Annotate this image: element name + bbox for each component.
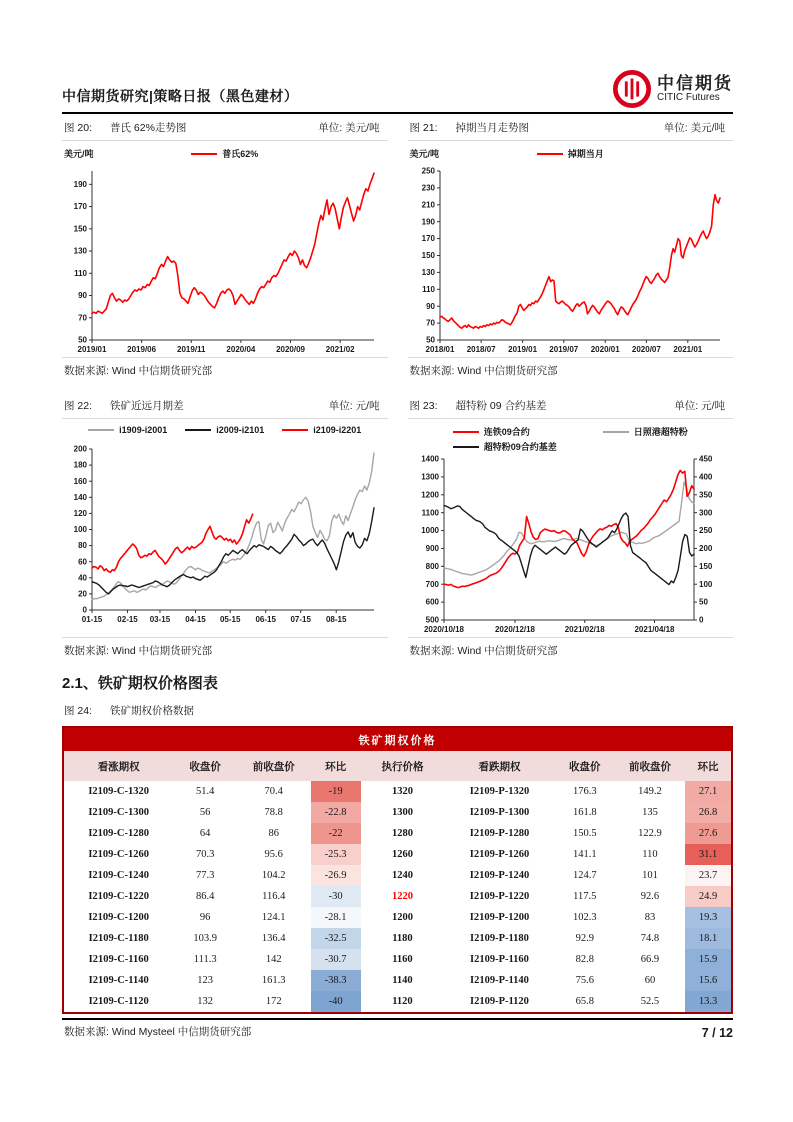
svg-text:2019/01: 2019/01 bbox=[507, 345, 537, 354]
figure-title: 普氏 62%走势图 bbox=[110, 122, 187, 134]
svg-text:100: 100 bbox=[73, 525, 87, 535]
put-contract-cell: I2109-P-1280 bbox=[469, 828, 530, 839]
figure-block-22 bbox=[62, 392, 388, 658]
table-row bbox=[63, 865, 732, 886]
svg-text:140: 140 bbox=[73, 492, 87, 502]
call-close-cell: 123 bbox=[197, 975, 214, 986]
figure-label: 图 22: bbox=[64, 400, 93, 412]
legend-line-swatch bbox=[537, 153, 563, 155]
table-column-header: 收盘价 bbox=[173, 751, 237, 781]
figure-title: 掉期当月走势图 bbox=[455, 122, 529, 134]
strike-price-cell: 1240 bbox=[391, 870, 413, 881]
table-column-header: 看涨期权 bbox=[63, 751, 173, 781]
call-prev-close-cell: 136.4 bbox=[261, 933, 286, 944]
call-close-cell: 77.3 bbox=[195, 870, 215, 881]
svg-text:600: 600 bbox=[425, 597, 439, 607]
call-close-cell: 51.4 bbox=[195, 786, 215, 797]
call-prev-close-cell: 95.6 bbox=[264, 849, 283, 860]
call-close-cell: 96 bbox=[199, 912, 211, 923]
svg-text:120: 120 bbox=[73, 509, 87, 518]
call-prev-close-cell: 172 bbox=[265, 996, 282, 1007]
table-row bbox=[63, 844, 732, 865]
strike-price-cell: 1280 bbox=[391, 828, 413, 839]
call-close-cell: 64 bbox=[199, 828, 211, 839]
svg-text:2018/07: 2018/07 bbox=[466, 345, 496, 354]
data-source: 数据来源: Wind 中信期货研究部 bbox=[62, 637, 388, 658]
legend-line-swatch bbox=[453, 446, 479, 448]
strike-price-cell: 1320 bbox=[391, 786, 413, 797]
legend-line-swatch bbox=[88, 429, 114, 431]
svg-text:70: 70 bbox=[425, 318, 435, 328]
svg-text:180: 180 bbox=[73, 460, 87, 470]
call-change-cell: -32.5 bbox=[311, 928, 361, 949]
put-change-cell: 15.9 bbox=[685, 949, 732, 970]
table-column-header: 执行价格 bbox=[361, 751, 445, 781]
svg-text:1300: 1300 bbox=[420, 472, 439, 482]
svg-text:50: 50 bbox=[78, 335, 87, 345]
put-close-cell: 65.8 bbox=[575, 996, 594, 1007]
citic-logo bbox=[613, 70, 733, 108]
call-contract-cell: I2109-C-1300 bbox=[88, 807, 150, 818]
put-prev-close-cell: 122.9 bbox=[638, 828, 662, 839]
svg-text:500: 500 bbox=[425, 615, 439, 625]
put-contract-cell: I2109-P-1220 bbox=[469, 891, 530, 902]
put-prev-close-cell: 60 bbox=[644, 975, 656, 986]
svg-text:1200: 1200 bbox=[420, 490, 439, 500]
put-change-cell: 19.3 bbox=[685, 907, 732, 928]
table-row bbox=[63, 970, 732, 991]
put-prev-close-cell: 135 bbox=[642, 807, 658, 818]
legend-item bbox=[88, 425, 167, 435]
legend-label: 普氏62% bbox=[222, 149, 259, 159]
strike-price-cell: 1180 bbox=[392, 933, 413, 944]
options-price-table bbox=[62, 726, 733, 1014]
figure-title: 铁矿期权价格数据 bbox=[110, 705, 194, 717]
legend-label: 日照港超特粉 bbox=[633, 427, 688, 437]
legend-label: 超特粉09合约基差 bbox=[483, 442, 557, 452]
svg-text:70: 70 bbox=[78, 313, 87, 323]
svg-text:20: 20 bbox=[78, 589, 87, 599]
table-data-source: 数据来源: Wind Mysteel 中信期货研究部 bbox=[64, 1026, 252, 1038]
call-prev-close-cell: 86 bbox=[268, 828, 279, 839]
svg-text:07-15: 07-15 bbox=[290, 615, 311, 624]
table-column-header: 收盘价 bbox=[555, 751, 615, 781]
call-close-cell: 111.3 bbox=[193, 954, 217, 965]
strike-price-cell: 1300 bbox=[391, 807, 413, 818]
svg-text:1100: 1100 bbox=[421, 508, 439, 518]
svg-text:450: 450 bbox=[698, 454, 712, 464]
table-row bbox=[63, 802, 732, 823]
svg-text:160: 160 bbox=[73, 476, 87, 486]
figure-title: 铁矿近远月期差 bbox=[110, 400, 184, 412]
table-column-header: 看跌期权 bbox=[444, 751, 554, 781]
call-contract-cell: I2109-C-1320 bbox=[88, 786, 150, 797]
put-prev-close-cell: 149.2 bbox=[638, 786, 662, 797]
chart-svg bbox=[62, 443, 384, 627]
svg-text:350: 350 bbox=[698, 490, 712, 500]
call-close-cell: 132 bbox=[197, 996, 214, 1007]
table-column-header: 前收盘价 bbox=[237, 751, 311, 781]
call-contract-cell: I2109-C-1240 bbox=[88, 870, 150, 881]
figure-label: 图 21: bbox=[409, 122, 438, 134]
figure-block-23 bbox=[408, 392, 734, 658]
figure-block-20 bbox=[62, 114, 388, 378]
svg-text:300: 300 bbox=[698, 508, 712, 518]
figure-caption bbox=[62, 392, 388, 419]
put-change-cell: 31.1 bbox=[685, 844, 732, 865]
svg-text:80: 80 bbox=[78, 541, 87, 551]
put-close-cell: 176.3 bbox=[572, 786, 597, 797]
svg-text:2019/07: 2019/07 bbox=[548, 345, 578, 354]
svg-text:2021/02: 2021/02 bbox=[325, 345, 355, 354]
svg-text:08-15: 08-15 bbox=[325, 615, 347, 624]
svg-text:110: 110 bbox=[421, 284, 435, 294]
put-contract-cell: I2109-P-1320 bbox=[469, 786, 530, 797]
legend-line-swatch bbox=[282, 429, 308, 431]
citic-logo-icon bbox=[613, 70, 651, 108]
table-row bbox=[63, 991, 732, 1013]
svg-text:50: 50 bbox=[425, 335, 435, 345]
call-prev-close-cell: 124.1 bbox=[261, 912, 286, 923]
logo-text-cn: 中信期货 bbox=[657, 73, 733, 93]
call-change-cell: -38.3 bbox=[311, 970, 361, 991]
legend-label: 连铁09合约 bbox=[483, 427, 530, 437]
call-prev-close-cell: 104.2 bbox=[261, 870, 286, 881]
legend-item bbox=[185, 425, 264, 435]
call-close-cell: 103.9 bbox=[193, 933, 217, 944]
call-change-cell: -22.8 bbox=[311, 802, 361, 823]
put-close-cell: 82.8 bbox=[575, 954, 594, 965]
chart-legend bbox=[453, 425, 688, 453]
svg-text:150: 150 bbox=[421, 251, 435, 261]
call-change-cell: -26.9 bbox=[311, 865, 361, 886]
svg-text:90: 90 bbox=[78, 291, 87, 301]
svg-text:50: 50 bbox=[698, 597, 708, 607]
figure-unit: 单位: 元/吨 bbox=[674, 400, 725, 412]
call-contract-cell: I2109-C-1180 bbox=[88, 933, 149, 944]
svg-text:01-15: 01-15 bbox=[81, 615, 103, 624]
legend-item bbox=[453, 425, 530, 438]
table-banner: 铁矿期权价格 bbox=[63, 727, 732, 751]
svg-text:2020/10/18: 2020/10/18 bbox=[423, 625, 464, 634]
svg-text:400: 400 bbox=[698, 472, 712, 482]
svg-text:2019/11: 2019/11 bbox=[177, 345, 206, 354]
call-contract-cell: I2109-C-1200 bbox=[88, 912, 150, 923]
svg-text:60: 60 bbox=[78, 557, 87, 567]
svg-text:0: 0 bbox=[698, 615, 703, 625]
put-change-cell: 23.7 bbox=[685, 865, 732, 886]
call-prev-close-cell: 142 bbox=[265, 954, 282, 965]
table-row bbox=[63, 907, 732, 928]
legend-label: i1909-i2001 bbox=[119, 425, 168, 435]
svg-text:190: 190 bbox=[421, 217, 435, 227]
call-contract-cell: I2109-C-1220 bbox=[88, 891, 150, 902]
svg-text:03-15: 03-15 bbox=[149, 615, 171, 624]
table-column-header: 环比 bbox=[311, 751, 361, 781]
put-close-cell: 117.5 bbox=[573, 891, 597, 902]
svg-text:2020/09: 2020/09 bbox=[276, 345, 305, 354]
figure-label: 图 20: bbox=[64, 122, 93, 134]
call-prev-close-cell: 116.4 bbox=[262, 891, 286, 902]
put-close-cell: 92.9 bbox=[575, 933, 594, 944]
legend-label: i2109-i2201 bbox=[313, 425, 362, 435]
call-contract-cell: I2109-C-1280 bbox=[88, 828, 150, 839]
table-column-header: 前收盘价 bbox=[615, 751, 685, 781]
legend-line-swatch bbox=[453, 431, 479, 433]
call-prev-close-cell: 70.4 bbox=[264, 786, 283, 797]
table-banner-row bbox=[63, 727, 732, 751]
call-change-cell: -19 bbox=[311, 781, 361, 802]
chart-header bbox=[62, 425, 388, 443]
table-row bbox=[63, 781, 732, 802]
footer-rule bbox=[62, 1018, 733, 1020]
call-change-cell: -25.3 bbox=[311, 844, 361, 865]
chart-svg bbox=[408, 453, 730, 637]
call-change-cell: -30.7 bbox=[311, 949, 361, 970]
data-source: 数据来源: Wind 中信期货研究部 bbox=[408, 637, 734, 658]
svg-text:250: 250 bbox=[421, 166, 435, 176]
svg-text:2021/04/18: 2021/04/18 bbox=[633, 625, 675, 634]
report-title: 中信期货研究|策略日报（黑色建材） bbox=[62, 88, 299, 104]
legend-item bbox=[603, 425, 688, 438]
put-change-cell: 24.9 bbox=[685, 886, 732, 907]
call-contract-cell: I2109-C-1160 bbox=[88, 954, 149, 965]
figure-block-21 bbox=[408, 114, 734, 378]
put-change-cell: 27.6 bbox=[685, 823, 732, 844]
figure-grid bbox=[62, 114, 733, 658]
put-close-cell: 150.5 bbox=[572, 828, 597, 839]
svg-text:2018/01: 2018/01 bbox=[425, 345, 454, 354]
strike-price-cell: 1120 bbox=[392, 996, 413, 1007]
svg-text:150: 150 bbox=[73, 224, 87, 234]
svg-text:1400: 1400 bbox=[420, 454, 439, 464]
legend-line-swatch bbox=[603, 431, 629, 433]
put-prev-close-cell: 74.8 bbox=[640, 933, 660, 944]
svg-text:2020/04: 2020/04 bbox=[226, 345, 256, 354]
legend-item bbox=[282, 425, 361, 435]
svg-text:40: 40 bbox=[78, 573, 87, 583]
put-close-cell: 141.1 bbox=[572, 849, 597, 860]
strike-price-cell: 1220 bbox=[391, 891, 413, 902]
chart-header bbox=[408, 147, 734, 165]
put-change-cell: 18.1 bbox=[685, 928, 732, 949]
data-source: 数据来源: Wind 中信期货研究部 bbox=[408, 357, 734, 378]
figure-unit: 单位: 元/吨 bbox=[328, 400, 380, 412]
legend-item bbox=[537, 147, 604, 160]
strike-price-cell: 1140 bbox=[392, 975, 413, 986]
svg-text:190: 190 bbox=[73, 179, 87, 189]
put-prev-close-cell: 66.9 bbox=[640, 954, 660, 965]
svg-text:0: 0 bbox=[82, 605, 87, 615]
svg-text:900: 900 bbox=[425, 544, 439, 554]
svg-text:130: 130 bbox=[421, 268, 435, 277]
svg-text:170: 170 bbox=[73, 202, 87, 212]
svg-text:2021/02/18: 2021/02/18 bbox=[564, 625, 605, 634]
table-row bbox=[63, 949, 732, 970]
chart-svg bbox=[408, 165, 730, 357]
figure-caption bbox=[408, 392, 734, 419]
chart-header bbox=[408, 425, 734, 453]
call-close-cell: 70.3 bbox=[195, 849, 215, 860]
svg-text:2020/12/18: 2020/12/18 bbox=[494, 625, 535, 634]
svg-text:06-15: 06-15 bbox=[255, 615, 276, 624]
table-row bbox=[63, 928, 732, 949]
svg-text:2020/07: 2020/07 bbox=[631, 345, 661, 354]
call-contract-cell: I2109-C-1260 bbox=[88, 849, 150, 860]
strike-price-cell: 1160 bbox=[392, 954, 413, 965]
put-change-cell: 26.8 bbox=[685, 802, 732, 823]
call-prev-close-cell: 78.8 bbox=[264, 807, 283, 818]
table-row bbox=[63, 886, 732, 907]
put-contract-cell: I2109-P-1180 bbox=[470, 933, 529, 944]
put-prev-close-cell: 92.6 bbox=[640, 891, 660, 902]
legend-label: 掉期当月 bbox=[567, 149, 604, 159]
put-prev-close-cell: 110 bbox=[642, 849, 658, 860]
strike-price-cell: 1200 bbox=[391, 912, 413, 923]
put-close-cell: 124.7 bbox=[572, 870, 597, 881]
put-contract-cell: I2109-P-1200 bbox=[469, 912, 530, 923]
call-contract-cell: I2109-C-1140 bbox=[88, 975, 149, 986]
svg-text:2021/01: 2021/01 bbox=[672, 345, 702, 354]
table-header-row bbox=[63, 751, 732, 781]
put-contract-cell: I2109-P-1240 bbox=[469, 870, 530, 881]
svg-text:05-15: 05-15 bbox=[219, 615, 241, 624]
chart-header bbox=[62, 147, 388, 165]
call-change-cell: -40 bbox=[311, 991, 361, 1013]
logo-text-en: CITIC Futures bbox=[657, 91, 720, 103]
svg-text:2020/01: 2020/01 bbox=[590, 345, 620, 354]
call-prev-close-cell: 161.3 bbox=[261, 975, 286, 986]
svg-text:2019/01: 2019/01 bbox=[77, 345, 107, 354]
chart-legend bbox=[408, 147, 734, 160]
legend-item bbox=[191, 147, 258, 160]
svg-text:800: 800 bbox=[425, 561, 439, 571]
call-change-cell: -28.1 bbox=[311, 907, 361, 928]
line-chart-calendar-spread bbox=[62, 443, 388, 627]
options-table-body bbox=[63, 781, 732, 1013]
data-source: 数据来源: Wind 中信期货研究部 bbox=[62, 357, 388, 378]
legend-item bbox=[453, 440, 557, 453]
citic-logo-text bbox=[657, 75, 733, 104]
svg-text:200: 200 bbox=[73, 444, 87, 454]
svg-text:200: 200 bbox=[698, 544, 712, 554]
legend-line-swatch bbox=[185, 429, 211, 431]
put-contract-cell: I2109-P-1140 bbox=[470, 975, 529, 986]
chart-svg bbox=[62, 165, 384, 357]
put-contract-cell: I2109-P-1120 bbox=[470, 996, 529, 1007]
svg-text:250: 250 bbox=[698, 526, 712, 536]
line-chart-platts62 bbox=[62, 165, 388, 357]
call-contract-cell: I2109-C-1120 bbox=[88, 996, 149, 1007]
page-header bbox=[62, 70, 733, 108]
svg-text:170: 170 bbox=[421, 234, 435, 244]
y-axis-label: 美元/吨 bbox=[409, 149, 440, 159]
svg-text:100: 100 bbox=[698, 579, 712, 589]
put-change-cell: 27.1 bbox=[685, 781, 732, 802]
figure-caption bbox=[408, 114, 734, 141]
call-close-cell: 56 bbox=[199, 807, 211, 818]
legend-line-swatch bbox=[191, 153, 217, 155]
put-close-cell: 102.3 bbox=[572, 912, 597, 923]
svg-text:130: 130 bbox=[73, 246, 87, 256]
call-change-cell: -30 bbox=[311, 886, 361, 907]
put-contract-cell: I2109-P-1300 bbox=[469, 807, 530, 818]
svg-text:04-15: 04-15 bbox=[185, 615, 206, 624]
put-contract-cell: I2109-P-1260 bbox=[469, 849, 530, 860]
put-contract-cell: I2109-P-1160 bbox=[470, 954, 529, 965]
put-prev-close-cell: 101 bbox=[642, 870, 658, 881]
call-change-cell: -22 bbox=[311, 823, 361, 844]
legend-label: i2009-i2101 bbox=[216, 425, 265, 435]
figure-unit: 单位: 美元/吨 bbox=[663, 122, 725, 134]
table-column-header: 环比 bbox=[685, 751, 732, 781]
svg-text:150: 150 bbox=[698, 561, 712, 571]
section-heading: 2.1、铁矿期权价格图表 bbox=[62, 675, 218, 692]
put-close-cell: 161.8 bbox=[572, 807, 597, 818]
put-change-cell: 15.6 bbox=[685, 970, 732, 991]
chart-legend bbox=[62, 425, 388, 435]
put-change-cell: 13.3 bbox=[685, 991, 732, 1013]
chart-legend bbox=[62, 147, 388, 160]
figure-caption-24 bbox=[62, 699, 733, 726]
call-close-cell: 86.4 bbox=[195, 891, 215, 902]
svg-text:02-15: 02-15 bbox=[117, 615, 138, 624]
figure-label: 图 23: bbox=[409, 400, 438, 412]
put-close-cell: 75.6 bbox=[575, 975, 594, 986]
svg-text:230: 230 bbox=[421, 183, 435, 193]
svg-text:700: 700 bbox=[425, 579, 439, 589]
line-chart-swap-month bbox=[408, 165, 734, 357]
figure-label: 图 24: bbox=[64, 705, 93, 717]
svg-text:1000: 1000 bbox=[420, 526, 439, 536]
svg-text:110: 110 bbox=[74, 268, 87, 278]
svg-text:210: 210 bbox=[421, 200, 435, 210]
svg-text:2019/06: 2019/06 bbox=[127, 345, 157, 354]
page-number: 7 / 12 bbox=[701, 1026, 733, 1040]
put-prev-close-cell: 52.5 bbox=[640, 996, 660, 1007]
strike-price-cell: 1260 bbox=[391, 849, 413, 860]
put-prev-close-cell: 83 bbox=[644, 912, 656, 923]
figure-unit: 单位: 美元/吨 bbox=[318, 122, 380, 134]
figure-caption bbox=[62, 114, 388, 141]
svg-text:90: 90 bbox=[425, 301, 435, 311]
figure-title: 超特粉 09 合约基差 bbox=[455, 400, 547, 412]
table-row bbox=[63, 823, 732, 844]
line-chart-basis bbox=[408, 453, 734, 637]
y-axis-label: 美元/吨 bbox=[64, 149, 94, 159]
